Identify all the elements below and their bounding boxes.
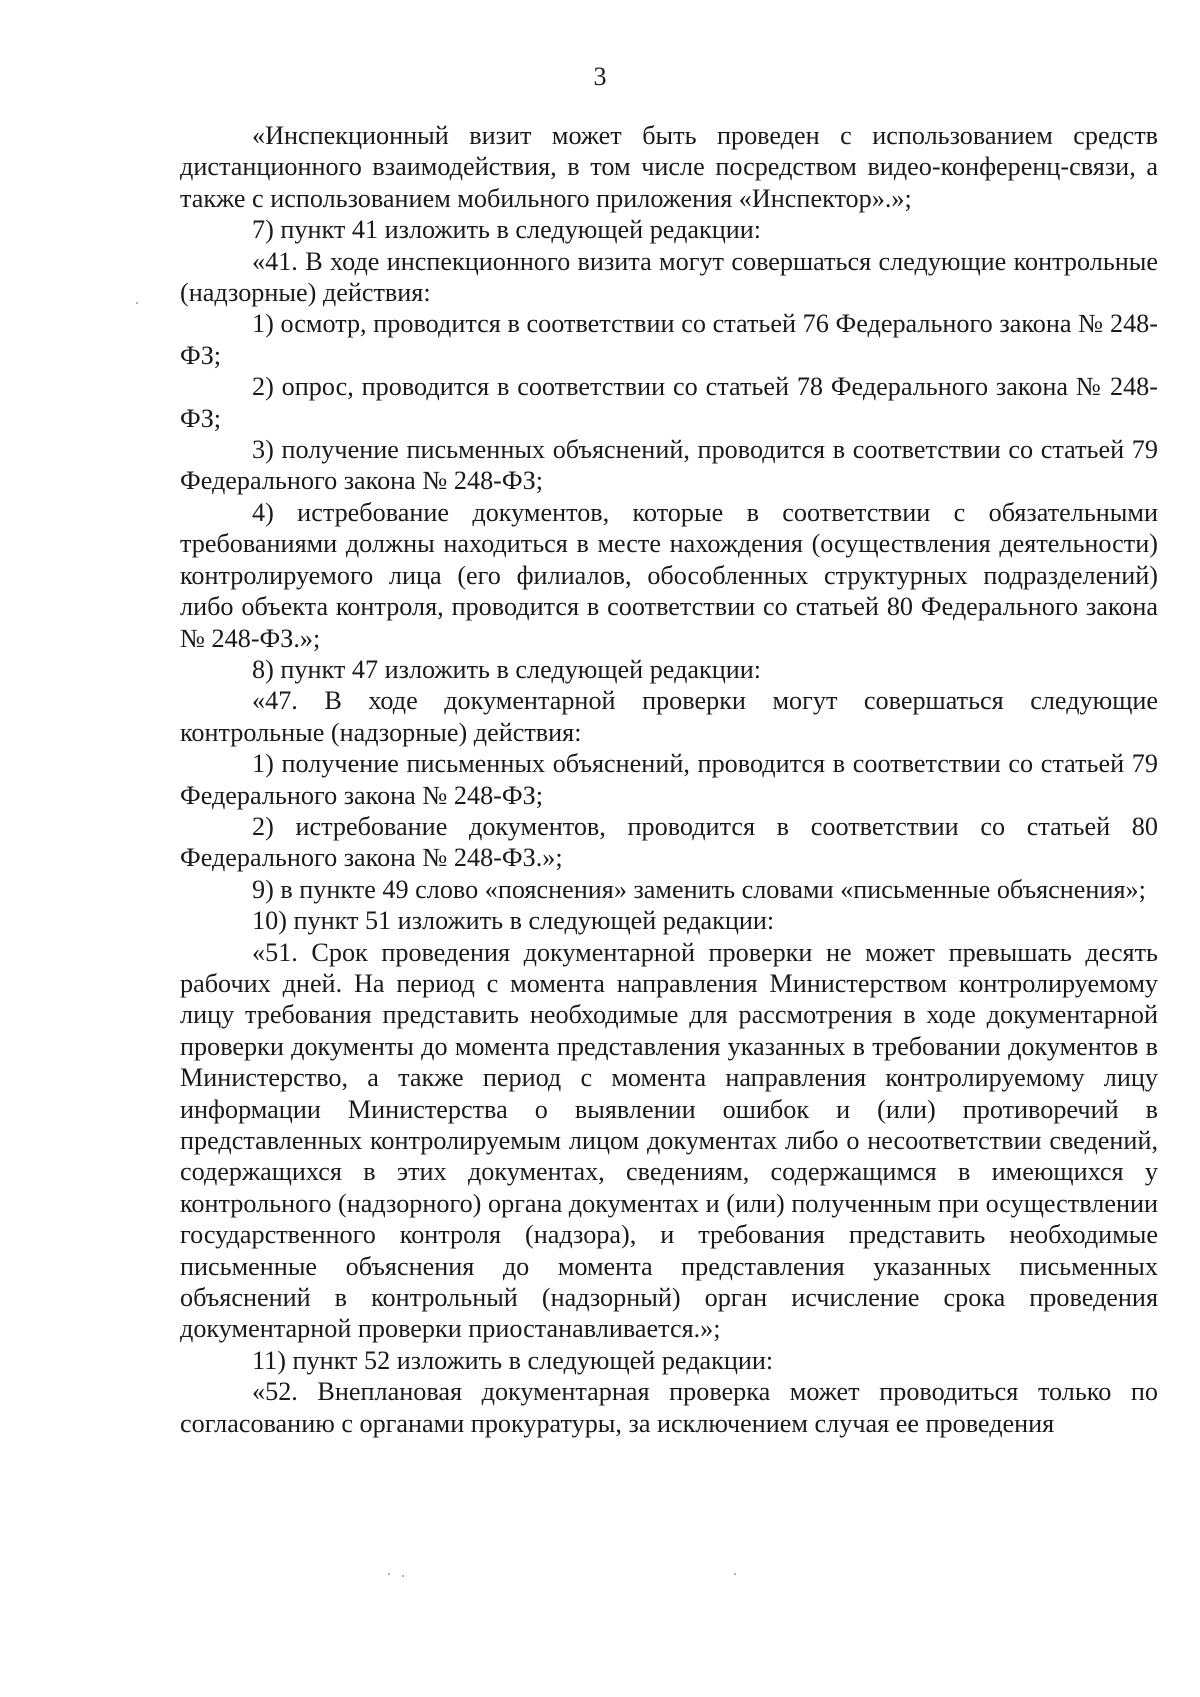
paragraph-clause-41-action-1: 1) осмотр, проводится в соответствии со статьей 76 Федерального закона № 248-ФЗ; (180, 309, 1158, 370)
paragraph-item-9: 9) в пункте 49 слово «пояснения» заменить словами «письменные объяснения»; (252, 874, 1146, 904)
paragraph-clause-41-action-2: 2) опрос, проводится в соответствии со статьей 78 Федерального закона № 248-ФЗ; (180, 372, 1158, 433)
paragraph-clause-41: «41. В ходе инспекционного визита могут совершаться следующие контрольные (надзорные) действия: (180, 246, 1158, 308)
scan-speck (734, 1573, 736, 1575)
paragraph-clause-47-action-2: 2) истребование документов, проводится в соответствии со статьей 80 Федерального закона № 248-ФЗ.»; (180, 811, 1158, 873)
paragraph-item-7: 7) пункт 41 изложить в следующей редакции: (252, 215, 762, 245)
paragraph-clause-41-action-3: 3) получение письменных объяснений, проводится в соответствии со статьей 79 Федерального закона № 248-ФЗ; (180, 435, 1158, 496)
paragraph-clause-52: «52. Внеплановая документарная проверка может проводиться только по согласованию с органами прокуратуры, за исключением случая ее проведения (180, 1377, 1158, 1438)
scan-speck (402, 1575, 404, 1577)
paragraph-item-11: 11) пункт 52 изложить в следующей редакции: (252, 1345, 774, 1375)
paragraph-item-10: 10) пункт 51 изложить в следующей редакции: (252, 906, 775, 936)
scan-speck (136, 302, 138, 304)
page-number: 3 (593, 62, 607, 91)
scan-speck (388, 1573, 390, 1575)
paragraph-clause-51: «51. Срок проведения документарной проверки не может превышать десять рабочих дней. На период с момента направления Министерством контролируемому лицу требования представить необходимые для рассмотрения в ходе документарной проверки документы до момента представления указанных в требовании документов в Министерство, а также период с момента направления контролируемому лицу информации Министерства о выявлении ошибок и (или) противоречий в представленных контролируемым лицом документах либо о несоответствии сведений, содержащихся в этих документах, сведениям, содержащимся в имеющихся у контрольного (надзорного) органа документах и (или) полученным при осуществлении государственного контроля (надзора), и требования представить необходимые письменные объяснения до момента представления указанных письменных объяснений в контрольный (надзорный) орган исчисление срока проведения документарной проверки приостанавливается.»; (180, 937, 1158, 1344)
paragraph-clause-41-action-4: 4) истребование документов, которые в соответствии с обязательными требованиями должны находиться в месте нахождения (осуществления деятельности) контролируемого лица (его филиалов, обособленных структурных подразделений) либо объекта контроля, проводится в соответствии со статьей 80 Федерального закона № 248-ФЗ.»; (180, 497, 1158, 653)
paragraph-inspection-visit-remote: «Инспекционный визит может быть проведен с использованием средств дистанционного взаимодействия, в том числе посредством видео-конференц-связи, а также с использованием мобильного приложения «Инспектор».»; (180, 121, 1158, 213)
paragraph-clause-47: «47. В ходе документарной проверки могут совершаться следующие контрольные (надзорные) действия: (180, 686, 1158, 747)
paragraph-clause-47-action-1: 1) получение письменных объяснений, проводится в соответствии со статьей 79 Федерального закона № 248-ФЗ; (180, 749, 1158, 810)
document-body (180, 120, 1158, 1439)
paragraph-item-8: 8) пункт 47 изложить в следующей редакции: (252, 654, 762, 684)
